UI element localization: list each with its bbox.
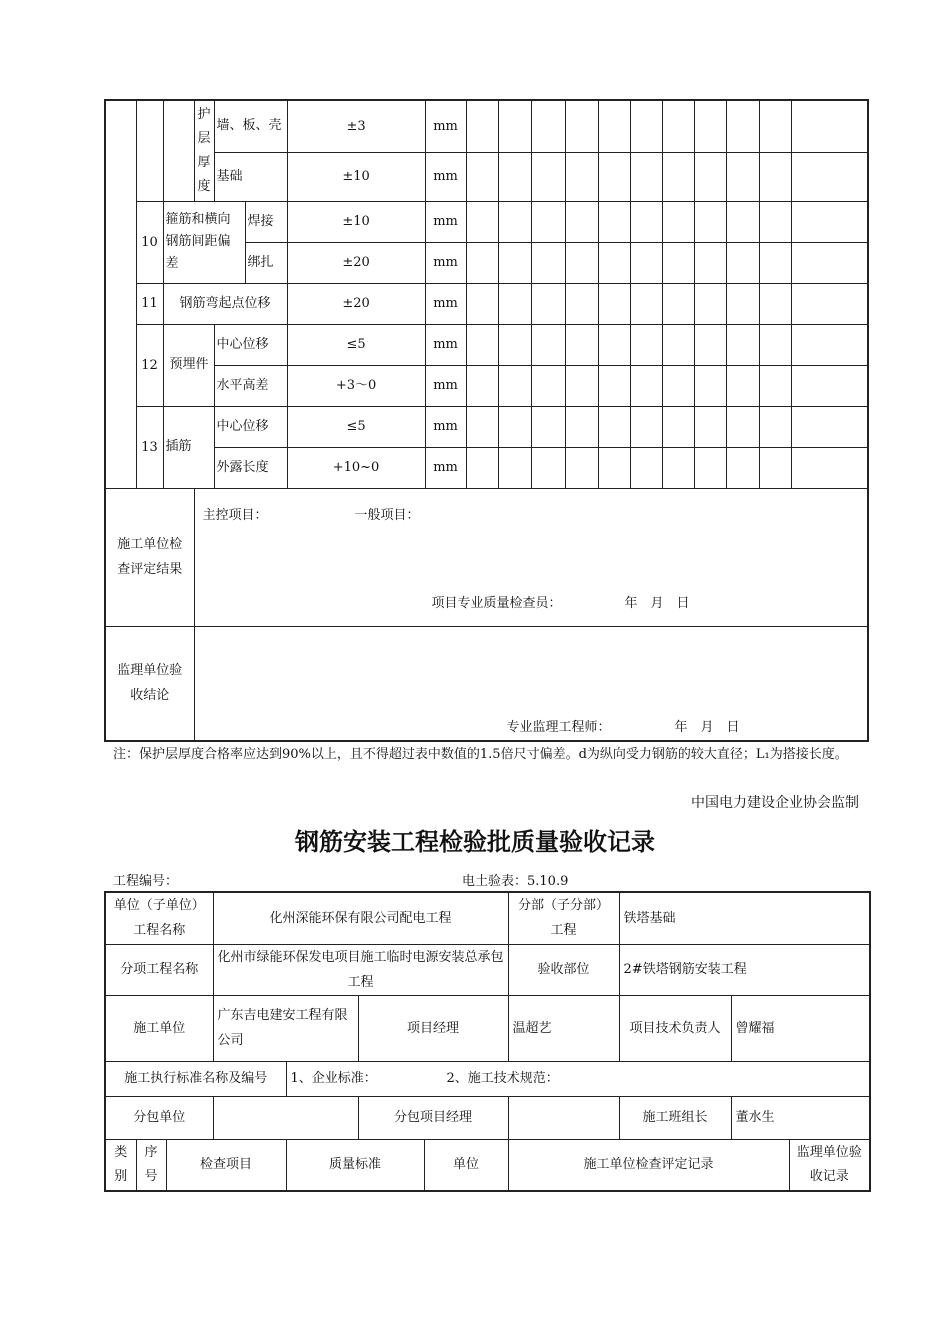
table-row	[105, 944, 870, 995]
item-cell: 箍筋和横向钢筋间距偏差	[163, 201, 245, 283]
sub-item-label: 水平高差	[214, 365, 287, 406]
seq-cell	[136, 100, 163, 201]
header-seq: 序号	[136, 1139, 166, 1191]
table-row	[105, 406, 868, 447]
unit-value: mm	[425, 201, 466, 242]
sub-item-label: 中心位移	[214, 406, 287, 447]
sub-item-label: 外露长度	[214, 447, 287, 488]
seq-cell: 11	[136, 283, 163, 324]
item-cell	[163, 100, 194, 201]
sub-item-label: 中心位移	[214, 324, 287, 365]
division-value: 铁塔基础	[619, 892, 870, 944]
project-number-label: 工程编号：	[113, 874, 179, 889]
tech-lead-label: 项目技术负责人	[619, 995, 731, 1061]
page-title: 钢筋安装工程检验批质量验收记录	[295, 828, 655, 856]
item-cell: 插筋	[163, 406, 214, 488]
header-record: 施工单位检查评定记录	[508, 1139, 789, 1191]
form-number: 电土验表：5.10.9	[462, 874, 569, 889]
division-label: 分部（子分部）工程	[508, 892, 619, 944]
standard-value: +3～0	[287, 365, 425, 406]
unit-value: mm	[425, 152, 466, 201]
unit-value: mm	[425, 324, 466, 365]
table-note: 注：保护层厚度合格率应达到90%以上，且不得超过表中数值的1.5倍尺寸偏差。d为纵向受力钢筋的较大直径；L₁为搭接长度。	[113, 747, 848, 762]
supervision-result-cell	[194, 626, 868, 741]
sub-item-label: 绑扎	[245, 242, 287, 283]
unit-value: mm	[425, 365, 466, 406]
standard-value: ±3	[287, 100, 425, 152]
enterprise-standard-label: 1、企业标准：	[290, 1071, 377, 1086]
sub-item-label: 基础	[214, 152, 287, 201]
category-cell	[105, 100, 136, 488]
header-standard: 质量标准	[286, 1139, 424, 1191]
acceptance-record-table	[104, 891, 871, 1192]
header-supervision: 监理单位验收记录	[789, 1139, 870, 1191]
supervision-result-label: 监理单位验收结论	[105, 626, 194, 741]
pm-value: 温超艺	[508, 995, 619, 1061]
header-unit: 单位	[424, 1139, 508, 1191]
unit-value: mm	[425, 100, 466, 152]
standard-value: ±10	[287, 201, 425, 242]
table-row	[105, 995, 870, 1061]
seq-cell: 10	[136, 201, 163, 283]
date-label: 年 月 日	[624, 595, 690, 611]
unit-project-label: 单位（子单位）工程名称	[105, 892, 213, 944]
standard-value: +10~0	[287, 447, 425, 488]
acceptance-part-label: 验收部位	[508, 944, 619, 995]
sub-project-label: 分项工程名称	[105, 944, 213, 995]
header-category: 类别	[105, 1139, 136, 1191]
unit-value: mm	[425, 242, 466, 283]
seq-cell: 13	[136, 406, 163, 488]
inspection-table-continued	[104, 99, 869, 742]
item-cell: 钢筋弯起点位移	[163, 283, 287, 324]
team-leader-label: 施工班组长	[619, 1096, 731, 1139]
association-label: 中国电力建设企业协会监制	[691, 795, 859, 811]
standard-value: ≤5	[287, 406, 425, 447]
general-items-label: 一般项目：	[354, 507, 420, 523]
standard-value: ±10	[287, 152, 425, 201]
standard-label: 施工执行标准名称及编号	[105, 1061, 286, 1096]
acceptance-part-value: 2#铁塔钢筋安装工程	[619, 944, 870, 995]
sub-project-value: 化州市绿能环保发电项目施工临时电源安装总承包工程	[213, 944, 508, 995]
date-label: 年 月 日	[674, 719, 740, 735]
unit-project-value: 化州深能环保有限公司配电工程	[213, 892, 508, 944]
subcontractor-label: 分包单位	[105, 1096, 213, 1139]
tech-lead-value: 曾耀福	[731, 995, 870, 1061]
standard-value-cell	[286, 1061, 870, 1096]
contractor-value: 广东吉电建安工程有限公司	[213, 995, 358, 1061]
pm-label: 项目经理	[358, 995, 508, 1061]
technical-spec-label: 2、施工技术规范：	[446, 1070, 559, 1086]
standard-value: ±20	[287, 283, 425, 324]
unit-value: mm	[425, 283, 466, 324]
supervising-engineer-label: 专业监理工程师：	[506, 719, 611, 735]
construction-result-label: 施工单位检查评定结果	[105, 488, 194, 626]
table-row	[105, 152, 868, 201]
item-cell: 预埋件	[163, 324, 214, 406]
team-leader-value: 董水生	[731, 1096, 870, 1139]
sub-item-label: 墙、板、壳	[214, 100, 287, 152]
table-row	[105, 365, 868, 406]
header-row	[105, 1139, 870, 1191]
supervision-result-row	[105, 626, 868, 741]
unit-value: mm	[425, 406, 466, 447]
header-item: 检查项目	[166, 1139, 286, 1191]
sub-item-label: 焊接	[245, 201, 287, 242]
table-row	[105, 100, 868, 152]
table-row	[105, 324, 868, 365]
table-row	[105, 1061, 870, 1096]
subcontractor-value	[213, 1096, 358, 1139]
table-row	[105, 1096, 870, 1139]
sub-pm-value	[508, 1096, 619, 1139]
contractor-label: 施工单位	[105, 995, 213, 1061]
standard-value: ±20	[287, 242, 425, 283]
sub-pm-label: 分包项目经理	[358, 1096, 508, 1139]
construction-result-cell	[194, 488, 868, 626]
table-row	[105, 201, 868, 242]
table-row	[105, 892, 870, 944]
quality-inspector-label: 项目专业质量检查员：	[431, 595, 562, 611]
construction-result-row	[105, 488, 868, 626]
standard-value: ≤5	[287, 324, 425, 365]
unit-value: mm	[425, 447, 466, 488]
cover-thickness-label: 护层厚度	[194, 100, 214, 201]
table-row	[105, 447, 868, 488]
main-items-label: 主控项目：	[202, 507, 268, 523]
table-row	[105, 283, 868, 324]
seq-cell: 12	[136, 324, 163, 406]
